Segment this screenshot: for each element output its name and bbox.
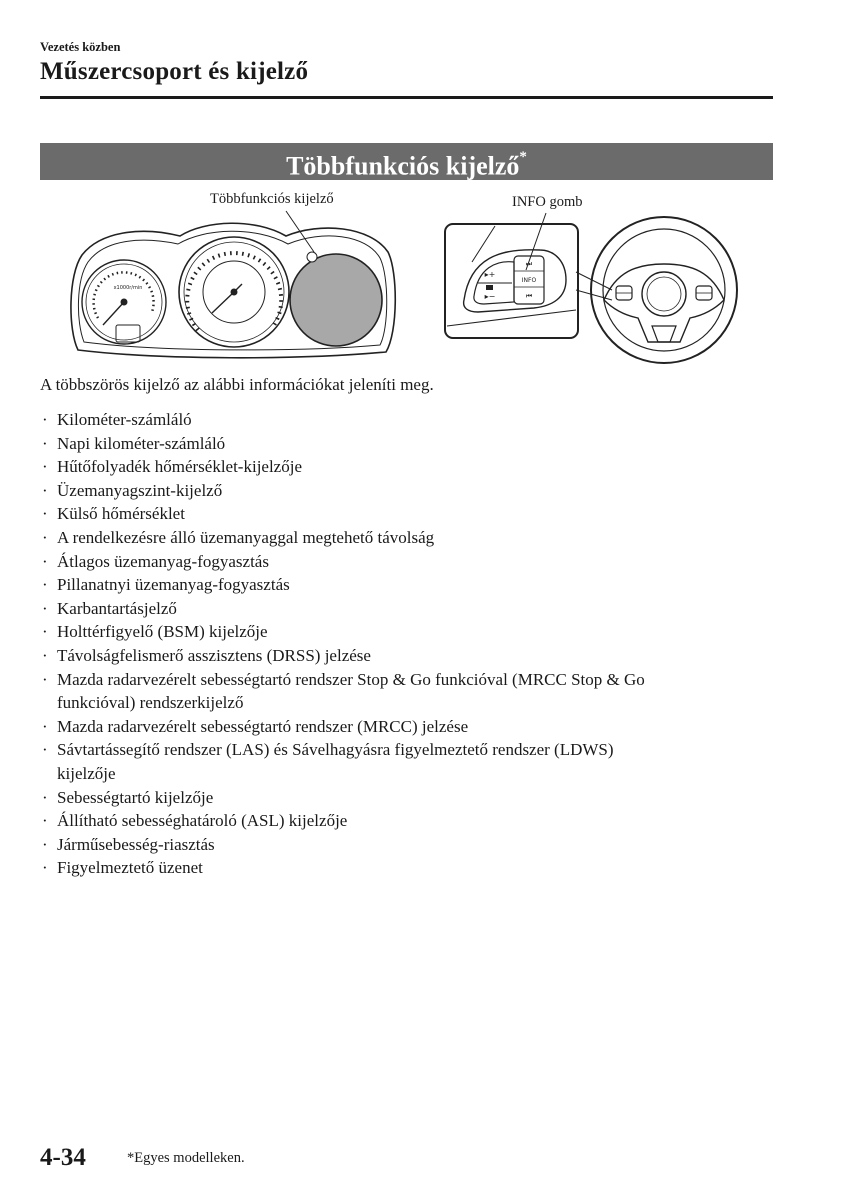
list-item-text: Külső hőmérséklet xyxy=(57,504,185,524)
list-item-text: Állítható sebességhatároló (ASL) kijelzője xyxy=(57,811,348,831)
svg-text:▸−: ▸− xyxy=(484,292,496,301)
list-item-text: Napi kilométer-számláló xyxy=(57,433,226,453)
multi-information-display xyxy=(290,252,382,346)
list-item-text: Holttérfigyelő (BSM) kijelzője xyxy=(57,622,268,642)
intro-text: A többszörös kijelző az alábbi információkat jeleníti meg. xyxy=(40,375,434,394)
bullet-mark: · xyxy=(42,622,48,642)
list-item xyxy=(42,526,762,550)
list-item xyxy=(42,833,762,857)
list-item-text: funkcióval) rendszerkijelző xyxy=(57,693,244,713)
list-item-text: Távolságfelismerő asszisztens (DRSS) jelzése xyxy=(57,645,371,665)
list-item-text: Sebességtartó kijelzője xyxy=(57,787,214,807)
section-label: Vezetés közben xyxy=(40,40,121,54)
bullet-mark: · xyxy=(42,527,48,547)
bullet-mark: · xyxy=(42,551,48,571)
bullet-mark: · xyxy=(42,410,48,429)
page-number: 4-34 xyxy=(40,1144,86,1171)
bullet-mark: · xyxy=(42,575,48,595)
list-item-text: Mazda radarvezérelt sebességtartó rendszer (MRCC) jelzése xyxy=(57,716,469,736)
list-item-text: Járműsebesség-riasztás xyxy=(57,834,215,854)
list-item-text: A rendelkezésre álló üzemanyaggal megtehető távolság xyxy=(57,527,435,547)
list-item-text: Mazda radarvezérelt sebességtartó rendszer Stop & Go funkcióval (MRCC Stop & Go xyxy=(57,669,645,689)
bullet-mark: · xyxy=(42,811,48,831)
info-item-list xyxy=(42,408,762,880)
rpm-unit-label: x1000r/min xyxy=(113,285,143,291)
figure-label-multi-display: Többfunkciós kijelző xyxy=(210,191,334,207)
list-item xyxy=(42,597,762,621)
bullet-mark: · xyxy=(42,480,48,500)
left-gauge xyxy=(82,260,166,344)
page-title: Műszercsoport és kijelző xyxy=(40,58,309,85)
list-item xyxy=(42,432,762,456)
bullet-mark: · xyxy=(42,504,48,524)
list-item xyxy=(42,408,762,432)
steering-wheel xyxy=(591,217,737,363)
list-item xyxy=(42,668,762,715)
list-item-text: Karbantartásjelző xyxy=(57,598,177,618)
list-item-text: Kilométer-számláló xyxy=(57,410,192,429)
bullet-mark: · xyxy=(42,669,48,689)
list-item-text: Figyelmeztető üzenet xyxy=(57,858,203,878)
bullet-mark: · xyxy=(42,858,48,878)
list-item xyxy=(42,620,762,644)
bullet-mark: · xyxy=(42,787,48,807)
figure-label-info-button: INFO gomb xyxy=(512,194,583,210)
list-item-text: Hűtőfolyadék hőmérséklet-kijelzője xyxy=(57,457,302,477)
list-item xyxy=(42,479,762,503)
svg-text:⏭: ⏭ xyxy=(525,260,533,268)
bullet-mark: · xyxy=(42,834,48,854)
svg-text:⏮: ⏮ xyxy=(525,292,533,300)
list-item xyxy=(42,573,762,597)
bullet-mark: · xyxy=(42,457,48,477)
banner-title: Többfunkciós kijelző xyxy=(286,151,520,181)
list-item xyxy=(42,856,762,880)
speedometer-gauge xyxy=(179,237,289,347)
list-item-text: kijelzője xyxy=(57,763,116,783)
list-item-text: Pillanatnyi üzemanyag-fogyasztás xyxy=(57,575,290,595)
bullet-mark: · xyxy=(42,740,48,760)
list-item xyxy=(42,715,762,739)
list-item-text: Sávtartássegítő rendszer (LAS) és Sávelhagyásra figyelmeztető rendszer (LDWS) xyxy=(57,740,614,760)
svg-text:▸+: ▸+ xyxy=(484,270,496,279)
list-item xyxy=(42,502,762,526)
bullet-mark: · xyxy=(42,645,48,665)
list-item xyxy=(42,786,762,810)
list-item xyxy=(42,455,762,479)
banner-asterisk: * xyxy=(519,149,527,165)
info-button-label: INFO xyxy=(521,277,537,284)
list-item xyxy=(42,738,762,785)
list-item xyxy=(42,550,762,574)
bullet-mark: · xyxy=(42,433,48,453)
list-item xyxy=(42,644,762,668)
bullet-mark: · xyxy=(42,716,48,736)
steering-switch-closeup xyxy=(445,224,578,338)
list-item-text: Átlagos üzemanyag-fogyasztás xyxy=(57,551,269,571)
footnote: *Egyes modelleken. xyxy=(127,1150,245,1166)
bullet-mark: · xyxy=(42,598,48,618)
list-item-text: Üzemanyagszint-kijelző xyxy=(57,480,223,500)
list-item xyxy=(42,809,762,833)
